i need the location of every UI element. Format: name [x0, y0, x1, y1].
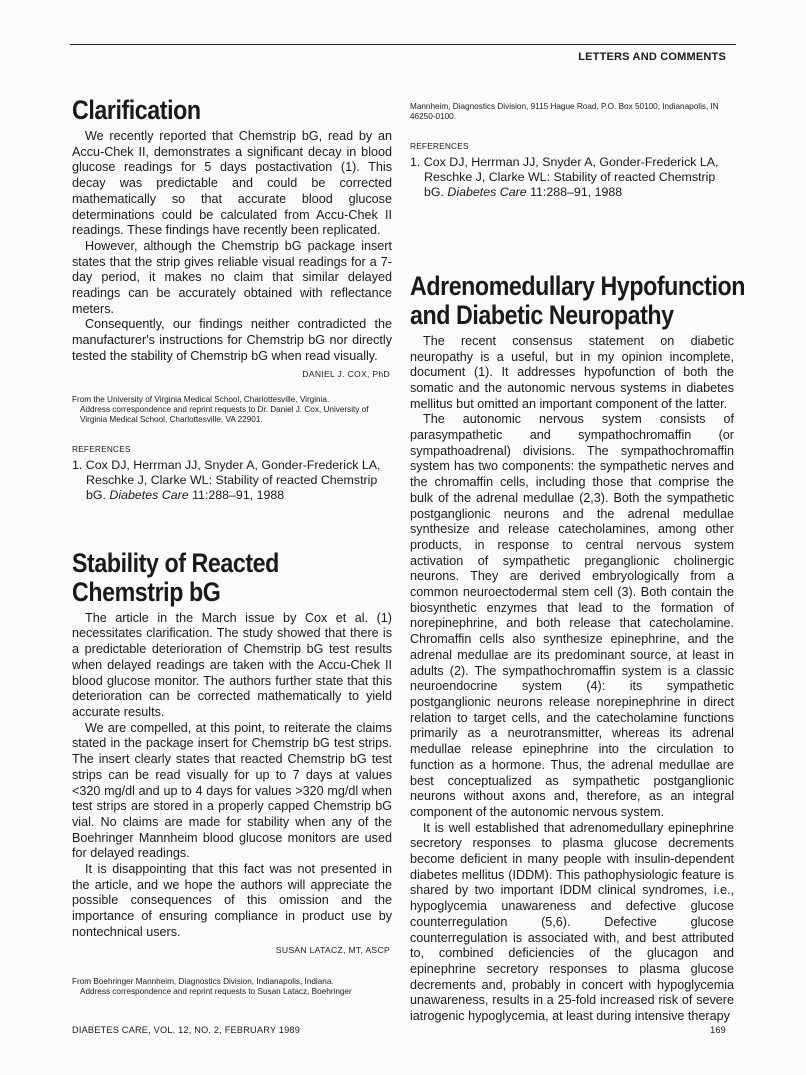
adrenal-title — [410, 270, 745, 330]
stability-paragraph-3: It is disappointing that this fact was not presented in the article, and we hope the authors will appreciate the possible consequences of this omission and the importance of ensuring compliance in product use by nontechnical users. — [72, 862, 392, 939]
stability-title-line-1: Stability of Reacted — [72, 547, 279, 578]
running-head: LETTERS AND COMMENTS — [578, 51, 726, 63]
adrenal-paragraph-1: The recent consensus statement on diabetic neuropathy is a useful, but in my opinion incomplete, document (1). It addresses hypofunction of both the somatic and the autonomic nervous systems in diabetes mellitus but omitted an important component of the latter. — [410, 333, 734, 411]
adrenal-letter — [410, 270, 745, 1025]
adrenal-paragraph-2: The autonomic nervous system consists of parasympathetic and sympathochromaffin (or sympathoadrenal) divisions. The sympathochromaffin system has two components: the sympathetic nerves and the chromaffin cells, including those that comprise the bulk of the adrenal medullae (2,3). Both the sympathetic postganglionic neurons and the adrenal medullae synthesize and release catecholamines, among other products, in response to central nervous system activation of sympathetic preganglionic cholinergic neurons. They are derived embryologically from a common neuroectodermal stem cell (3). Both contain the biosynthetic enzymes that lead to the formation of norepinephrine, and both release that catecholamine. Chromaffin cells also synthesize epinephrine, and the adrenal medullae are its predominant source, at least in adults (2). The sympathochromaffin system is a classic neuroendocrine system (4): its sympathetic postganglionic neurons release norepinephrine in direct relation to target cells, and the catecholamine functions primarily as a neurotransmitter, whereas its adrenal medullae release epinephrine into the circulation to function as a hormone. Thus, the adrenal medullae are best conceptualized as sympathetic postganglionic neurons without axons and, therefore, as an integral component of the autonomic nervous system. — [410, 412, 734, 819]
stability-title-line-2: Chemstrip bG — [72, 576, 221, 607]
clarification-paragraph-3: Consequently, our findings neither contradicted the manufacturer's instructions for Chemstrip bG nor directly tested the stability of Chemstrip bG when read visually. — [72, 317, 392, 363]
page-number: 169 — [710, 1025, 726, 1035]
stability-signature: SUSAN LATACZ, MT, ASCP — [275, 944, 390, 955]
top-rule — [70, 44, 736, 45]
stability-affiliation — [72, 977, 392, 998]
stability-correspondence: Address correspondence and reprint requests to Susan Latacz, Boehringer — [80, 986, 352, 996]
continued-address: Mannheim, Diagnostics Division, 9115 Hague Road, P.O. Box 50100, Indianapolis, IN 46250-0100. — [410, 102, 719, 122]
adrenal-title-line-1: Adrenomedullary Hypofunction — [410, 270, 745, 301]
clarification-paragraph-2: However, although the Chemstrip bG package insert states that the strip gives reliable visual readings for a 7-day period, it makes no claim that similar delayed readings can be accurately obtained with reflectance meters. — [72, 238, 392, 316]
clarification-letter — [72, 96, 392, 503]
stability-paragraph-1: The article in the March issue by Cox et al. (1) necessitates clarification. The study showed that there is a predictable deterioration of Chemstrip bG test results when delayed readings are taken with the Accu-Chek II blood glucose monitor. The authors further state that this deterioration can be corrected mathematically to yield accurate results. — [72, 610, 392, 719]
footer-journal: DIABETES CARE, VOL. 12, NO. 2, FEBRUARY 1989 — [72, 1025, 301, 1035]
stability-title — [72, 549, 347, 607]
clarification-reference-1 — [72, 458, 392, 503]
clarification-reference-citation: 11:288–91, 1988 — [188, 487, 285, 502]
clarification-paragraph-1: We recently reported that Chemstrip bG, read by an Accu-Chek II, demonstrates a significant decay in blood glucose readings for 5 days postactivation (1). This decay was predictable and could be corrected mathematically so that accurate blood glucose determinations could be calculated from Accu-Chek II readings. These findings have recently been replicated. — [72, 129, 392, 238]
clarification-reference-journal: Diabetes Care — [109, 487, 189, 502]
stability-reference-journal: Diabetes Care — [447, 184, 527, 199]
clarification-affiliation-line: From the University of Virginia Medical School, Charlottesville, Virginia. — [72, 394, 330, 404]
stability-reference-citation: 11:288–91, 1988 — [526, 184, 623, 199]
stability-reference-text: 1. Cox DJ, Herrman JJ, Snyder A, Gonder-Frederick LA, Reschke J, Clarke WL: Stability of reacted Chemstrip bG. — [410, 154, 719, 199]
clarification-references-label: REFERENCES — [72, 443, 131, 454]
stability-references-label: REFERENCES — [410, 140, 469, 151]
clarification-signature: DANIEL J. COX, PhD — [302, 368, 390, 379]
adrenal-title-line-2: and Diabetic Neuropathy — [410, 299, 674, 330]
clarification-reference-text: 1. Cox DJ, Herrman JJ, Snyder A, Gonder-Frederick LA, Reschke J, Clarke WL: Stability of reacted Chemstrip bG. — [72, 457, 381, 502]
stability-paragraph-2: We are compelled, at this point, to reiterate the claims stated in the package insert for Chemstrip bG test strips. The insert clearly states that reacted Chemstrip bG test strips can be read visually for up to 7 days at values <320 mg/dl and up to 4 days for values >320 mg/dl when test strips are stored in a properly capped Chemstrip bG vial. No claims are made for stability when any of the Boehringer Mannheim blood glucose monitors are used for delayed readings. — [72, 720, 392, 861]
right-column — [410, 96, 745, 1025]
clarification-correspondence: Address correspondence and reprint requests to Dr. Daniel J. Cox, University of Virginia Medical School, Charlottesville, VA 22901. — [80, 404, 369, 425]
adrenal-paragraph-3: It is well established that adrenomedullary epinephrine secretory responses to plasma glucose decrements become deficient in many people with insulin-dependent diabetes mellitus (IDDM). This pathophysiologic feature is shared by two important IDDM clinical syndromes, i.e., hypoglycemia unawareness and defective glucose counterregulation (5,6). Defective glucose counterregulation is associated with, and best attributed to, combined deficiencies of the glucagon and epinephrine secretory responses to plasma glucose decrements and, probably in concert with hypoglycemia unawareness, results in a 25-fold increased risk of severe iatrogenic hypoglycemia, at least during intensive therapy — [410, 820, 734, 1024]
left-column — [72, 96, 392, 997]
stability-affiliation-line: From Boehringer Mannheim, Diagnostics Division, Indianapolis, Indiana. — [72, 976, 334, 986]
clarification-title: Clarification — [72, 95, 201, 125]
clarification-affiliation — [72, 395, 392, 426]
stability-letter — [72, 549, 392, 998]
stability-reference-1 — [410, 155, 734, 200]
